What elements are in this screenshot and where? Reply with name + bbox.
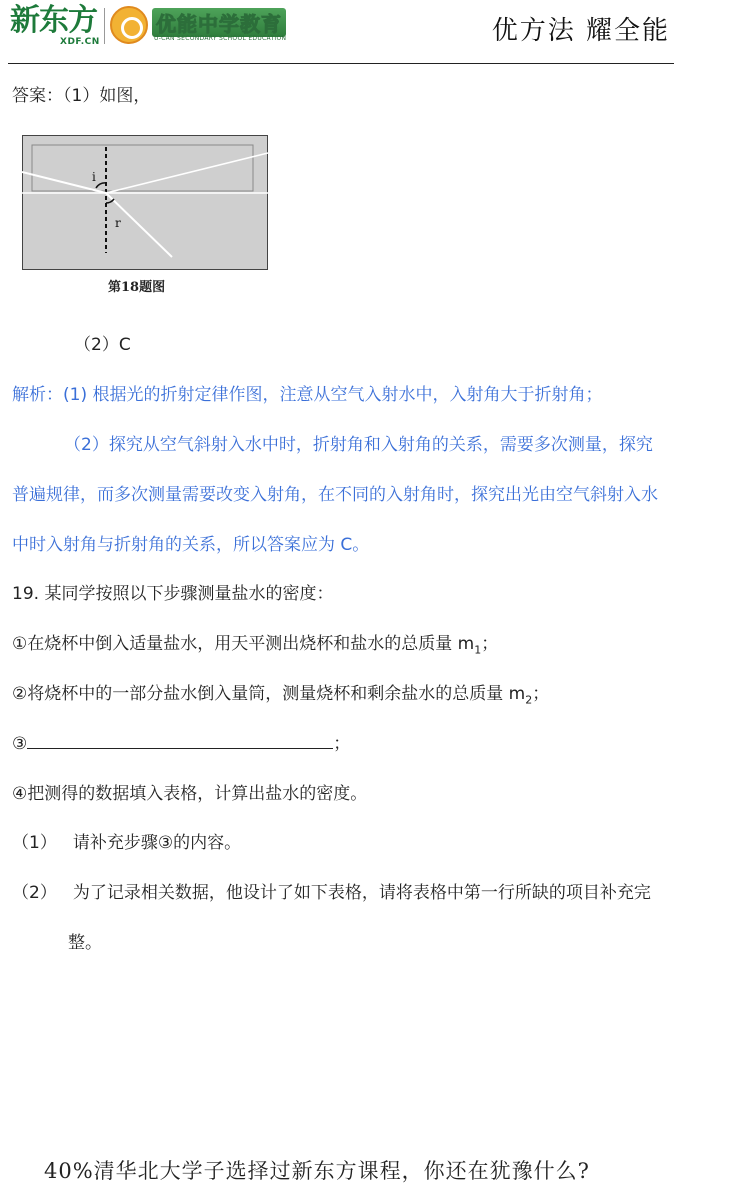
- angle-r-label: r: [115, 216, 121, 230]
- analysis-paragraph-4: 中时入射角与折射角的关系，所以答案应为 C。: [12, 535, 370, 555]
- refraction-figure: [22, 135, 268, 270]
- sub-question-2: [12, 878, 651, 903]
- page-header: [0, 0, 750, 66]
- xdf-logo-text: 新东方: [10, 3, 97, 38]
- angle-i-label: i: [92, 170, 96, 184]
- sub-question-2-text: 为了记录相关数据，他设计了如下表格，请将表格中第一行所缺的项目补充完: [72, 883, 651, 903]
- ucan-logo-subtitle: U-CAN SECONDARY SCHOOL EDUCATION: [154, 35, 287, 42]
- xdf-logo-url: XDF.CN: [60, 37, 100, 47]
- ucan-logo: [110, 6, 290, 46]
- ucan-logo-title: 优能中学教育: [152, 8, 286, 37]
- sub-question-2-continued: 整。: [68, 933, 102, 953]
- step-1-end: ；: [481, 634, 499, 654]
- ucan-badge-icon: [110, 6, 148, 44]
- step-2-end: ；: [532, 684, 550, 704]
- step-4: ④把测得的数据填入表格，计算出盐水的密度。: [12, 784, 368, 804]
- step-1: [12, 629, 498, 656]
- step-3-blank[interactable]: [27, 732, 333, 749]
- answer-line-2: （2）C: [74, 335, 131, 355]
- header-slogan: 优方法 耀全能: [491, 16, 670, 46]
- answer-line-1: 答案：（1）如图，: [12, 86, 151, 106]
- sub-question-1: [12, 828, 241, 853]
- figure-frame: [23, 136, 268, 270]
- analysis-paragraph-1: 解析：(1) 根据光的折射定律作图，注意从空气入射水中，入射角大于折射角；: [12, 385, 603, 405]
- footer-slogan: 40%清华北大学子选择过新东方课程，你还在犹豫什么?: [44, 1159, 590, 1183]
- step-3-end: ；: [333, 734, 351, 754]
- analysis-paragraph-2: （2）探究从空气斜射入水中时，折射角和入射角的关系，需要多次测量，探究: [64, 435, 653, 455]
- sub-question-1-text: 请补充步骤③的内容。: [72, 833, 242, 853]
- step-3-marker: ③: [12, 734, 28, 754]
- analysis-paragraph-3: 普遍规律，而多次测量需要改变入射角，在不同的入射角时，探究出光由空气斜射入水: [12, 485, 658, 505]
- header-rule: [8, 63, 674, 64]
- step-2-text: ②将烧杯中的一部分盐水倒入量筒，测量烧杯和剩余盐水的总质量 m: [12, 684, 526, 704]
- sub-question-2-number: （2）: [12, 883, 57, 903]
- step-3: [12, 729, 350, 754]
- logo-divider: [104, 8, 105, 44]
- question-19-title: 19. 某同学按照以下步骤测量盐水的密度：: [12, 584, 334, 604]
- step-2-subscript: 2: [525, 693, 533, 707]
- figure-caption: 第18题图: [108, 280, 166, 295]
- step-1-subscript: 1: [474, 643, 482, 657]
- xdf-logo: [10, 3, 100, 47]
- step-2: [12, 679, 549, 706]
- sub-question-1-number: （1）: [12, 833, 57, 853]
- step-1-text: ①在烧杯中倒入适量盐水，用天平测出烧杯和盐水的总质量 m: [12, 634, 475, 654]
